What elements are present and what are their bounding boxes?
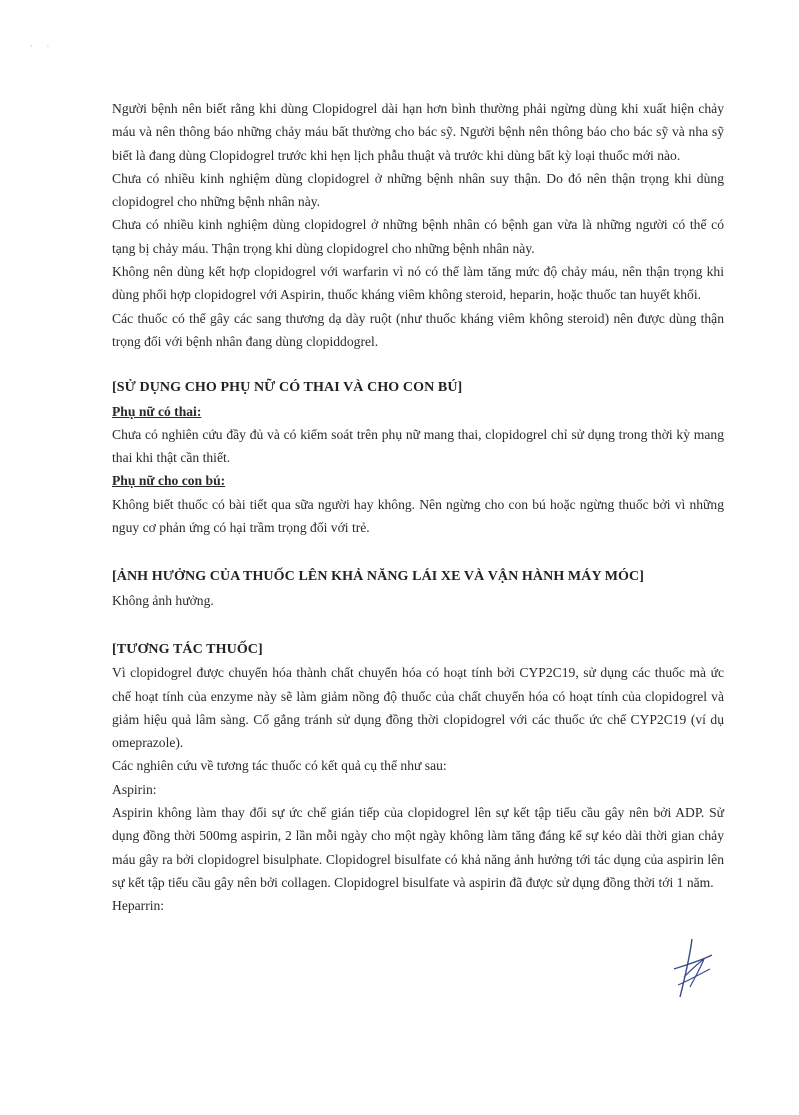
paragraph-hepatic: Chưa có nhiều kinh nghiệm dùng clopidogrel ở những bệnh nhân có bệnh gan vừa là những người có thể có tạng bị chảy máu. Thận trọng khi dùng clopidogrel cho những bệnh nhân này. [112,217,724,256]
paragraph-warfarin: Không nên dùng kết hợp clopidogrel với warfarin vì nó có thể làm tăng mức độ chảy máu, nên thận trọng khi dùng phối hợp clopidogrel với Aspirin, thuốc kháng viêm không steroid, heparin, hoặc thuốc tan huyết khối. [112,264,724,303]
paragraph-nursing: Không biết thuốc có bài tiết qua sữa người hay không. Nên ngừng cho con bú hoặc ngừng thuốc bởi vì những nguy cơ phản ứng có hại trầm trọng đối với trẻ. [112,496,724,536]
label-heparin: Heparrin: [112,898,165,914]
heading-interactions: [TƯƠNG TÁC THUỐC] [112,641,263,657]
paragraph-renal: Chưa có nhiều kinh nghiệm dùng clopidogrel ở những bệnh nhân suy thận. Do đó nên thận trọng khi dùng clopidogrel cho những bệnh nhân này. [112,170,724,210]
paragraph-pregnant: Chưa có nghiên cứu đầy đủ và có kiểm soát trên phụ nữ mang thai, clopidogrel chỉ sử dụng trong thời kỳ mang thai khi thật cần thiết. [112,426,724,466]
heading-pregnancy: [SỬ DỤNG CHO PHỤ NỮ CÓ THAI VÀ CHO CON BÚ] [112,380,463,396]
paragraph-gi-lesions: Các thuốc có thể gây các sang thương dạ dày ruột (như thuốc kháng viêm không steroid) nên được dùng thận trọng đối với bệnh nhân đang dùng clopiddogrel. [112,310,724,349]
document-body [112,97,724,918]
heading-driving: [ẢNH HƯỞNG CỦA THUỐC LÊN KHẢ NĂNG LÁI XE VÀ VẬN HÀNH MÁY MÓC] [112,569,645,585]
label-pregnant: Phụ nữ có thai: [112,403,202,419]
paragraph-cyp2c19: Vì clopidogrel được chuyển hóa thành chất chuyển hóa có hoạt tính bởi CYP2C19, sử dụng các thuốc mà ức chế hoạt tính của enzyme này sẽ làm giảm nồng độ thuốc của chất chuyển hóa có hoạt tính của clopidogrel và giảm hiệu quả lâm sàng. Cố gắng tránh sử dụng đồng thời clopidogrel với các thuốc ức chế CYP2C19 (ví dụ omeprazole). [112,665,724,751]
label-nursing: Phụ nữ cho con bú: [112,473,226,489]
paragraph-driving: Không ảnh hưởng. [112,592,214,608]
label-aspirin: Aspirin: [112,781,157,797]
paragraph-studies: Các nghiên cứu về tương tác thuốc có kết quả cụ thể như sau: [112,758,447,774]
paragraph-bleeding-warning: Người bệnh nên biết rằng khi dùng Clopidogrel dài hạn hơn bình thường phải ngừng dùng khi xuất hiện chảy máu và nên thông báo những chảy máu bất thường cho bác sỹ. Người bệnh nên thông báo cho bác sỹ và nha sỹ biết là đang dùng Clopidogrel trước khi hẹn lịch phẫu thuật và trước khi dùng bất kỳ loại thuốc mới nào. [112,101,724,163]
paragraph-aspirin: Aspirin không làm thay đổi sự ức chế gián tiếp của clopidogrel lên sự kết tập tiểu cầu gây nên bởi ADP. Sử dụng đồng thời 500mg aspirin, 2 lần mỗi ngày cho một ngày không làm tăng đáng kể sự kéo dài thời gian chảy máu gây ra bởi clopidogrel bisulphate. Clopidogrel bisulfate có khả năng ảnh hưởng tới tác dụng của aspirin lên sự kết tập tiểu cầu gây nên bởi collagen. Clopidogrel bisulfate và aspirin đã được sử dụng đồng thời tới 1 năm. [112,805,724,890]
scan-specks: · · [30,42,56,51]
signature-mark [660,935,720,1005]
